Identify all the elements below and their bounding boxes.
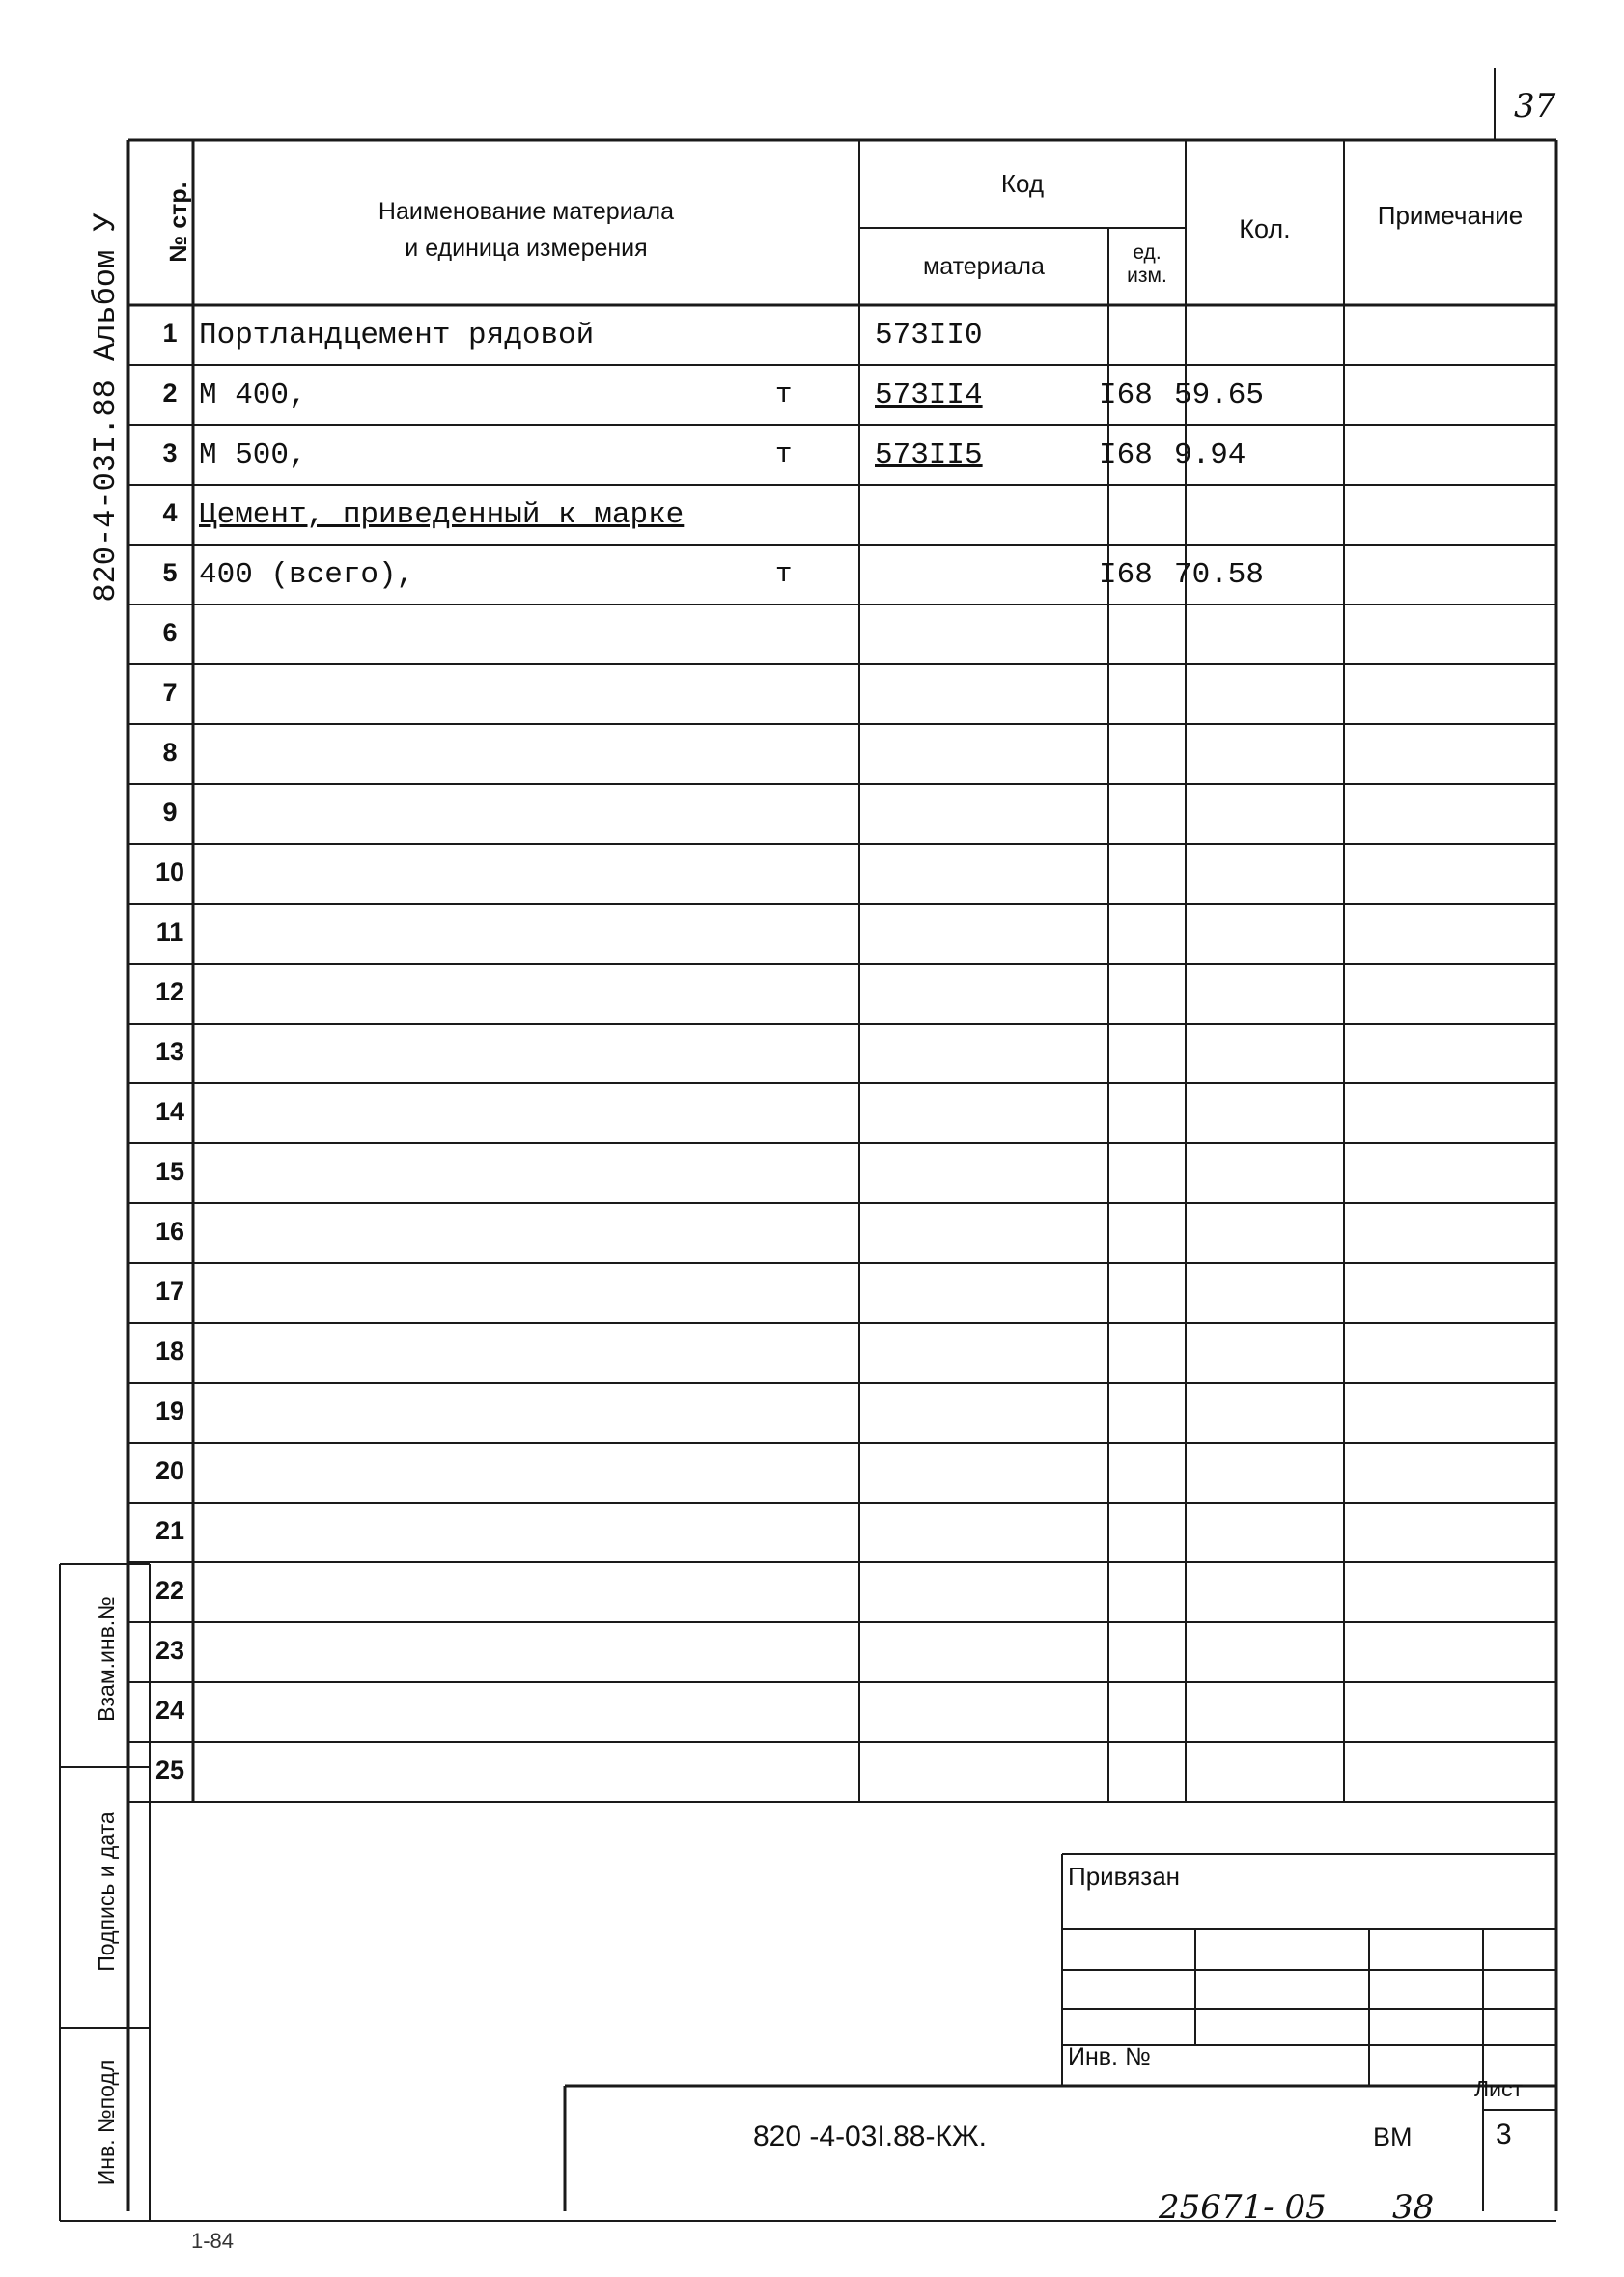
footer-left-code: 1-84 [191, 2229, 235, 2253]
row-number: 7 [162, 678, 178, 707]
header-code: Код [1000, 169, 1045, 198]
title-inv-no: Инв. № [1068, 2043, 1151, 2070]
row-number: 23 [154, 1636, 185, 1665]
corner-page-number: 37 [1514, 87, 1556, 126]
row-number: 4 [162, 498, 178, 527]
row-name: М 500, [199, 438, 307, 472]
row-quantity: 70.58 [1174, 558, 1265, 592]
row-number: 12 [154, 977, 185, 1006]
row-number: 11 [155, 917, 184, 946]
row-unit-code: I68 [1099, 438, 1153, 472]
row-number: 15 [154, 1157, 185, 1186]
row-material-code: 573II0 [875, 319, 983, 352]
title-doc-code [753, 2121, 987, 2153]
row-number: 5 [162, 558, 178, 587]
row-unit-code: I68 [1099, 379, 1153, 412]
row-number: 16 [154, 1217, 185, 1246]
row-number: 25 [154, 1756, 185, 1785]
header-row-number: № стр. [165, 182, 192, 263]
row-unit-code: I68 [1099, 558, 1153, 592]
row-name: Портландцемент рядовой [199, 319, 595, 352]
row-quantity: 59.65 [1174, 379, 1265, 412]
row-number: 18 [154, 1336, 185, 1365]
footer-hand-page: 38 [1392, 2188, 1435, 2227]
header-unit-line2: изм. [1127, 265, 1167, 287]
header-name-line1: Наименование материала [378, 198, 675, 225]
stamp-vzam-inv: Взам.инв.№ [94, 1596, 119, 1722]
row-number: 8 [162, 738, 178, 767]
stamp-inv-podl: Инв. №подл [94, 2059, 119, 2186]
row-unit-symbol: т [775, 558, 793, 590]
title-stage: ВМ [1373, 2122, 1413, 2151]
stamp-signature-date: Подпись и дата [94, 1812, 119, 1972]
row-name: 400 (всего), [199, 558, 415, 592]
row-name: М 400, [199, 379, 307, 412]
row-number: 3 [162, 438, 178, 467]
row-material-code: 573II4 [875, 379, 983, 412]
row-number: 10 [154, 857, 185, 886]
row-number: 2 [162, 379, 178, 408]
row-number: 13 [154, 1037, 185, 1066]
footer-hand-number: 25671- 05 [1159, 2188, 1327, 2227]
title-doc-code-text: 820 -4-03I.88-КЖ. [753, 2121, 987, 2152]
title-attached: Привязан [1068, 1862, 1181, 1891]
row-number: 6 [162, 618, 178, 647]
row-number: 9 [162, 798, 178, 827]
row-number: 24 [154, 1696, 185, 1725]
title-sheet-label: Лист [1474, 2076, 1523, 2101]
row-number: 1 [162, 319, 178, 348]
header-quantity: Кол. [1239, 214, 1291, 243]
row-number: 22 [154, 1576, 185, 1605]
header-unit [1108, 241, 1186, 288]
header-note: Примечание [1377, 201, 1524, 230]
row-material-code: 573II5 [875, 438, 983, 472]
row-number: 14 [154, 1097, 185, 1126]
title-sheet-number: 3 [1496, 2119, 1512, 2150]
row-name: Цемент, приведенный к марке [199, 498, 685, 532]
row-unit-symbol: т [775, 379, 793, 410]
row-unit-symbol: т [775, 438, 793, 470]
row-quantity: 9.94 [1174, 438, 1246, 472]
row-number: 20 [154, 1456, 185, 1485]
header-material: материала [923, 253, 1045, 280]
header-name [193, 193, 859, 267]
album-code: 820-4-03I.88 Альбом У [88, 212, 124, 603]
row-number: 17 [154, 1277, 185, 1306]
row-number: 19 [154, 1396, 185, 1425]
row-number: 21 [154, 1516, 185, 1545]
header-unit-line1: ед. [1133, 241, 1162, 264]
header-name-line2: и единица измерения [405, 235, 648, 262]
